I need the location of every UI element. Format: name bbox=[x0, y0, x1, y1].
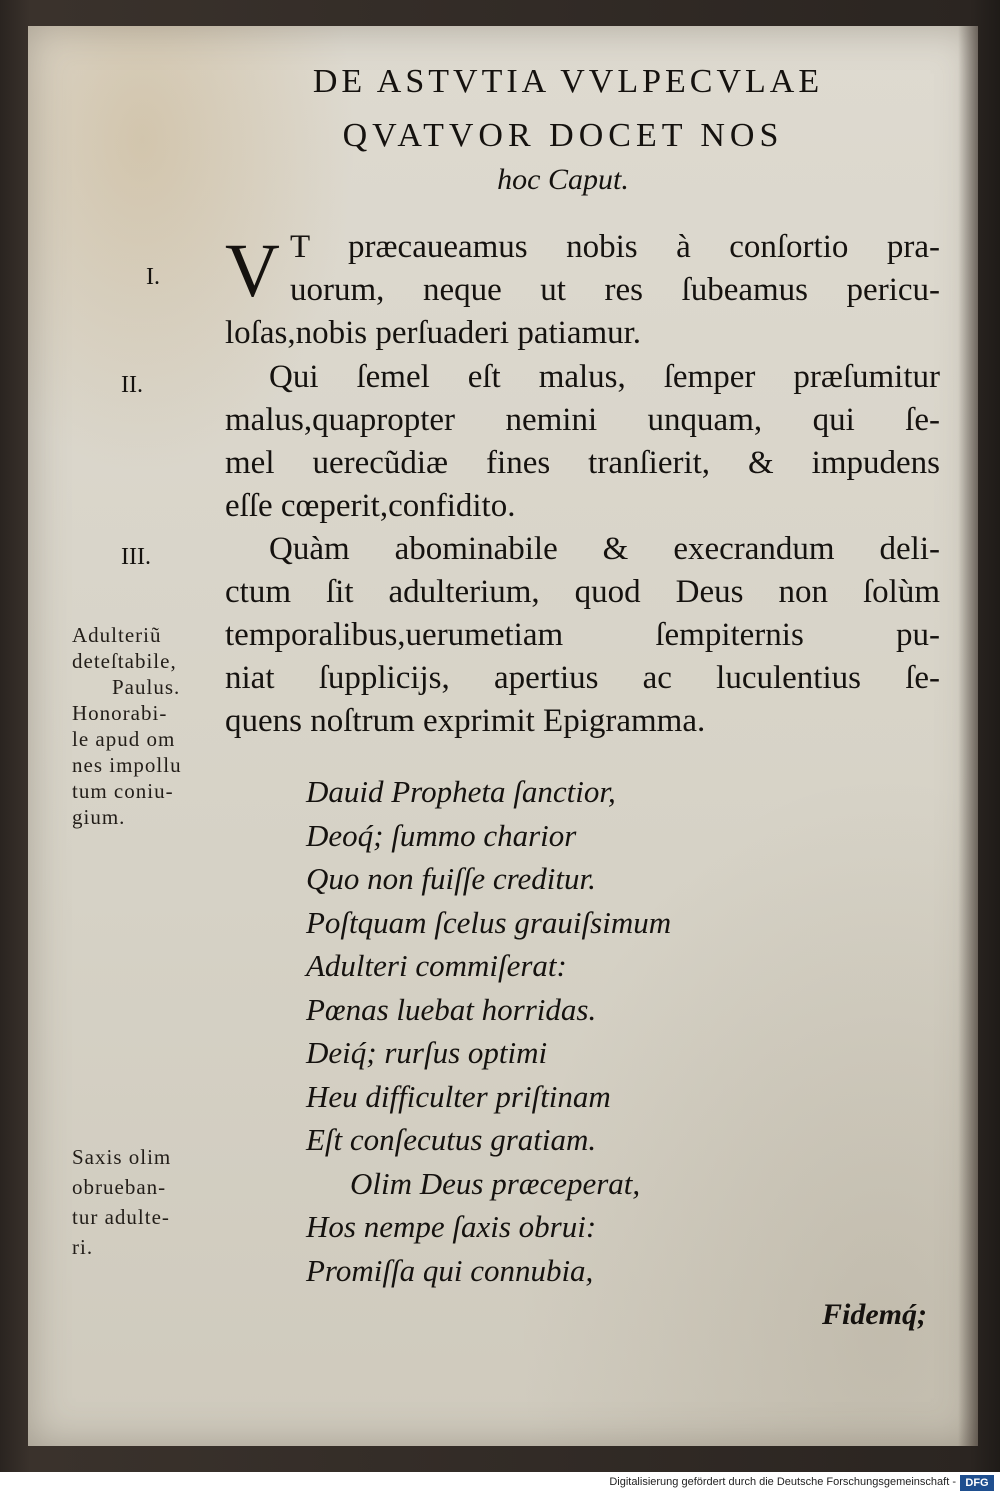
paragraph-2-line: mel uerecũdiæ fines tranſierit, & impudens bbox=[225, 445, 940, 481]
verse-line: Poſtquam ſcelus grauiſsimum bbox=[306, 904, 672, 940]
paragraph-1-line: loſas,nobis perſuaderi patiamur. bbox=[225, 315, 642, 351]
margin-note-line: Saxis olim bbox=[72, 1145, 172, 1169]
paragraph-2-line: eſſe cœperit,confidito. bbox=[225, 488, 516, 524]
verse-line: Promiſſa qui connubia, bbox=[306, 1252, 594, 1288]
margin-note-line: ri. bbox=[72, 1235, 94, 1259]
margin-note-line: Paulus. bbox=[112, 675, 181, 699]
paragraph-1-line: uorum, neque ut res ſubeamus pericu- bbox=[290, 272, 940, 308]
page-gutter-shadow bbox=[958, 26, 978, 1446]
margin-note-line: le apud om bbox=[72, 727, 176, 751]
verse-line: Olim Deus præceperat, bbox=[350, 1165, 641, 1201]
verse-line: Deoq́; ſummo charior bbox=[306, 817, 577, 853]
margin-note-line: Adulteriũ bbox=[72, 623, 162, 647]
drop-cap-initial: V bbox=[225, 229, 280, 313]
margin-note-line: gium. bbox=[72, 805, 126, 829]
book-page bbox=[28, 26, 978, 1446]
paragraph-3-line: temporalibus,uerumetiam ſempiternis pu- bbox=[225, 617, 940, 653]
chapter-title-line-3: hoc Caput. bbox=[497, 163, 629, 196]
paragraph-2-line: malus,quapropter nemini unquam, qui ſe- bbox=[225, 402, 940, 438]
paragraph-3-line: Quàm abominabile & execrandum deli- bbox=[269, 531, 940, 567]
chapter-title-line-2: QVATVOR DOCET NOS bbox=[342, 117, 784, 154]
paragraph-2 bbox=[225, 356, 940, 528]
chapter-title-line-1: DE ASTVTIA VVLPECVLAE bbox=[312, 63, 824, 100]
verse-line: Eſt conſecutus gratiam. bbox=[306, 1122, 597, 1157]
numeral-3: III. bbox=[121, 544, 151, 570]
verse-line: Pœnas luebat horridas. bbox=[306, 991, 597, 1027]
margin-note-line: Honorabi- bbox=[72, 701, 168, 725]
paragraph-1-line: T præcaueamus nobis à conſortio pra- bbox=[290, 229, 940, 265]
verse-line: Deiq́; rurſus optimi bbox=[306, 1035, 548, 1070]
paragraph-3-line: niat ſupplicijs, apertius ac luculentius ſe- bbox=[225, 660, 940, 696]
paragraph-3-line: quens noſtrum exprimit Epigramma. bbox=[225, 703, 706, 739]
dfg-logo: DFG bbox=[960, 1475, 994, 1491]
verse-line: Hos nempe ſaxis obrui: bbox=[306, 1209, 597, 1244]
paragraph-1 bbox=[290, 226, 940, 312]
margin-note-line: tur adulte- bbox=[72, 1205, 170, 1229]
verse-line: Quo non fuiſſe creditur. bbox=[306, 861, 596, 896]
margin-note-line: obrueban- bbox=[72, 1175, 167, 1199]
margin-note-line: deteſtabile, bbox=[72, 649, 177, 673]
paragraph-1-tail bbox=[225, 312, 940, 355]
margin-note-line: tum coniu- bbox=[72, 779, 174, 803]
verse-line: Dauid Propheta ſanctior, bbox=[306, 774, 616, 809]
verse-line: Adulteri commiſerat: bbox=[306, 948, 567, 983]
margin-note-line: nes impollu bbox=[72, 753, 182, 777]
verse-line: Heu difficulter priſtinam bbox=[306, 1078, 611, 1114]
catchword: Fidemq́; bbox=[822, 1298, 927, 1331]
epigram-verse bbox=[306, 770, 906, 1292]
paragraph-3 bbox=[225, 528, 940, 743]
funding-notice: Digitalisierung gefördert durch die Deutsche Forschungsgemeinschaft - bbox=[609, 1476, 956, 1488]
paragraph-3-line: ctum ſit adulterium, quod Deus non ſolùm bbox=[225, 574, 940, 610]
paragraph-2-line: Qui ſemel eſt malus, ſemper præſumitur bbox=[269, 359, 940, 395]
margin-note-stoning bbox=[72, 1142, 237, 1262]
numeral-2: II. bbox=[121, 372, 143, 398]
margin-note-adultery bbox=[72, 622, 237, 830]
footer-bar bbox=[0, 1472, 1000, 1495]
numeral-1: I. bbox=[146, 264, 160, 290]
